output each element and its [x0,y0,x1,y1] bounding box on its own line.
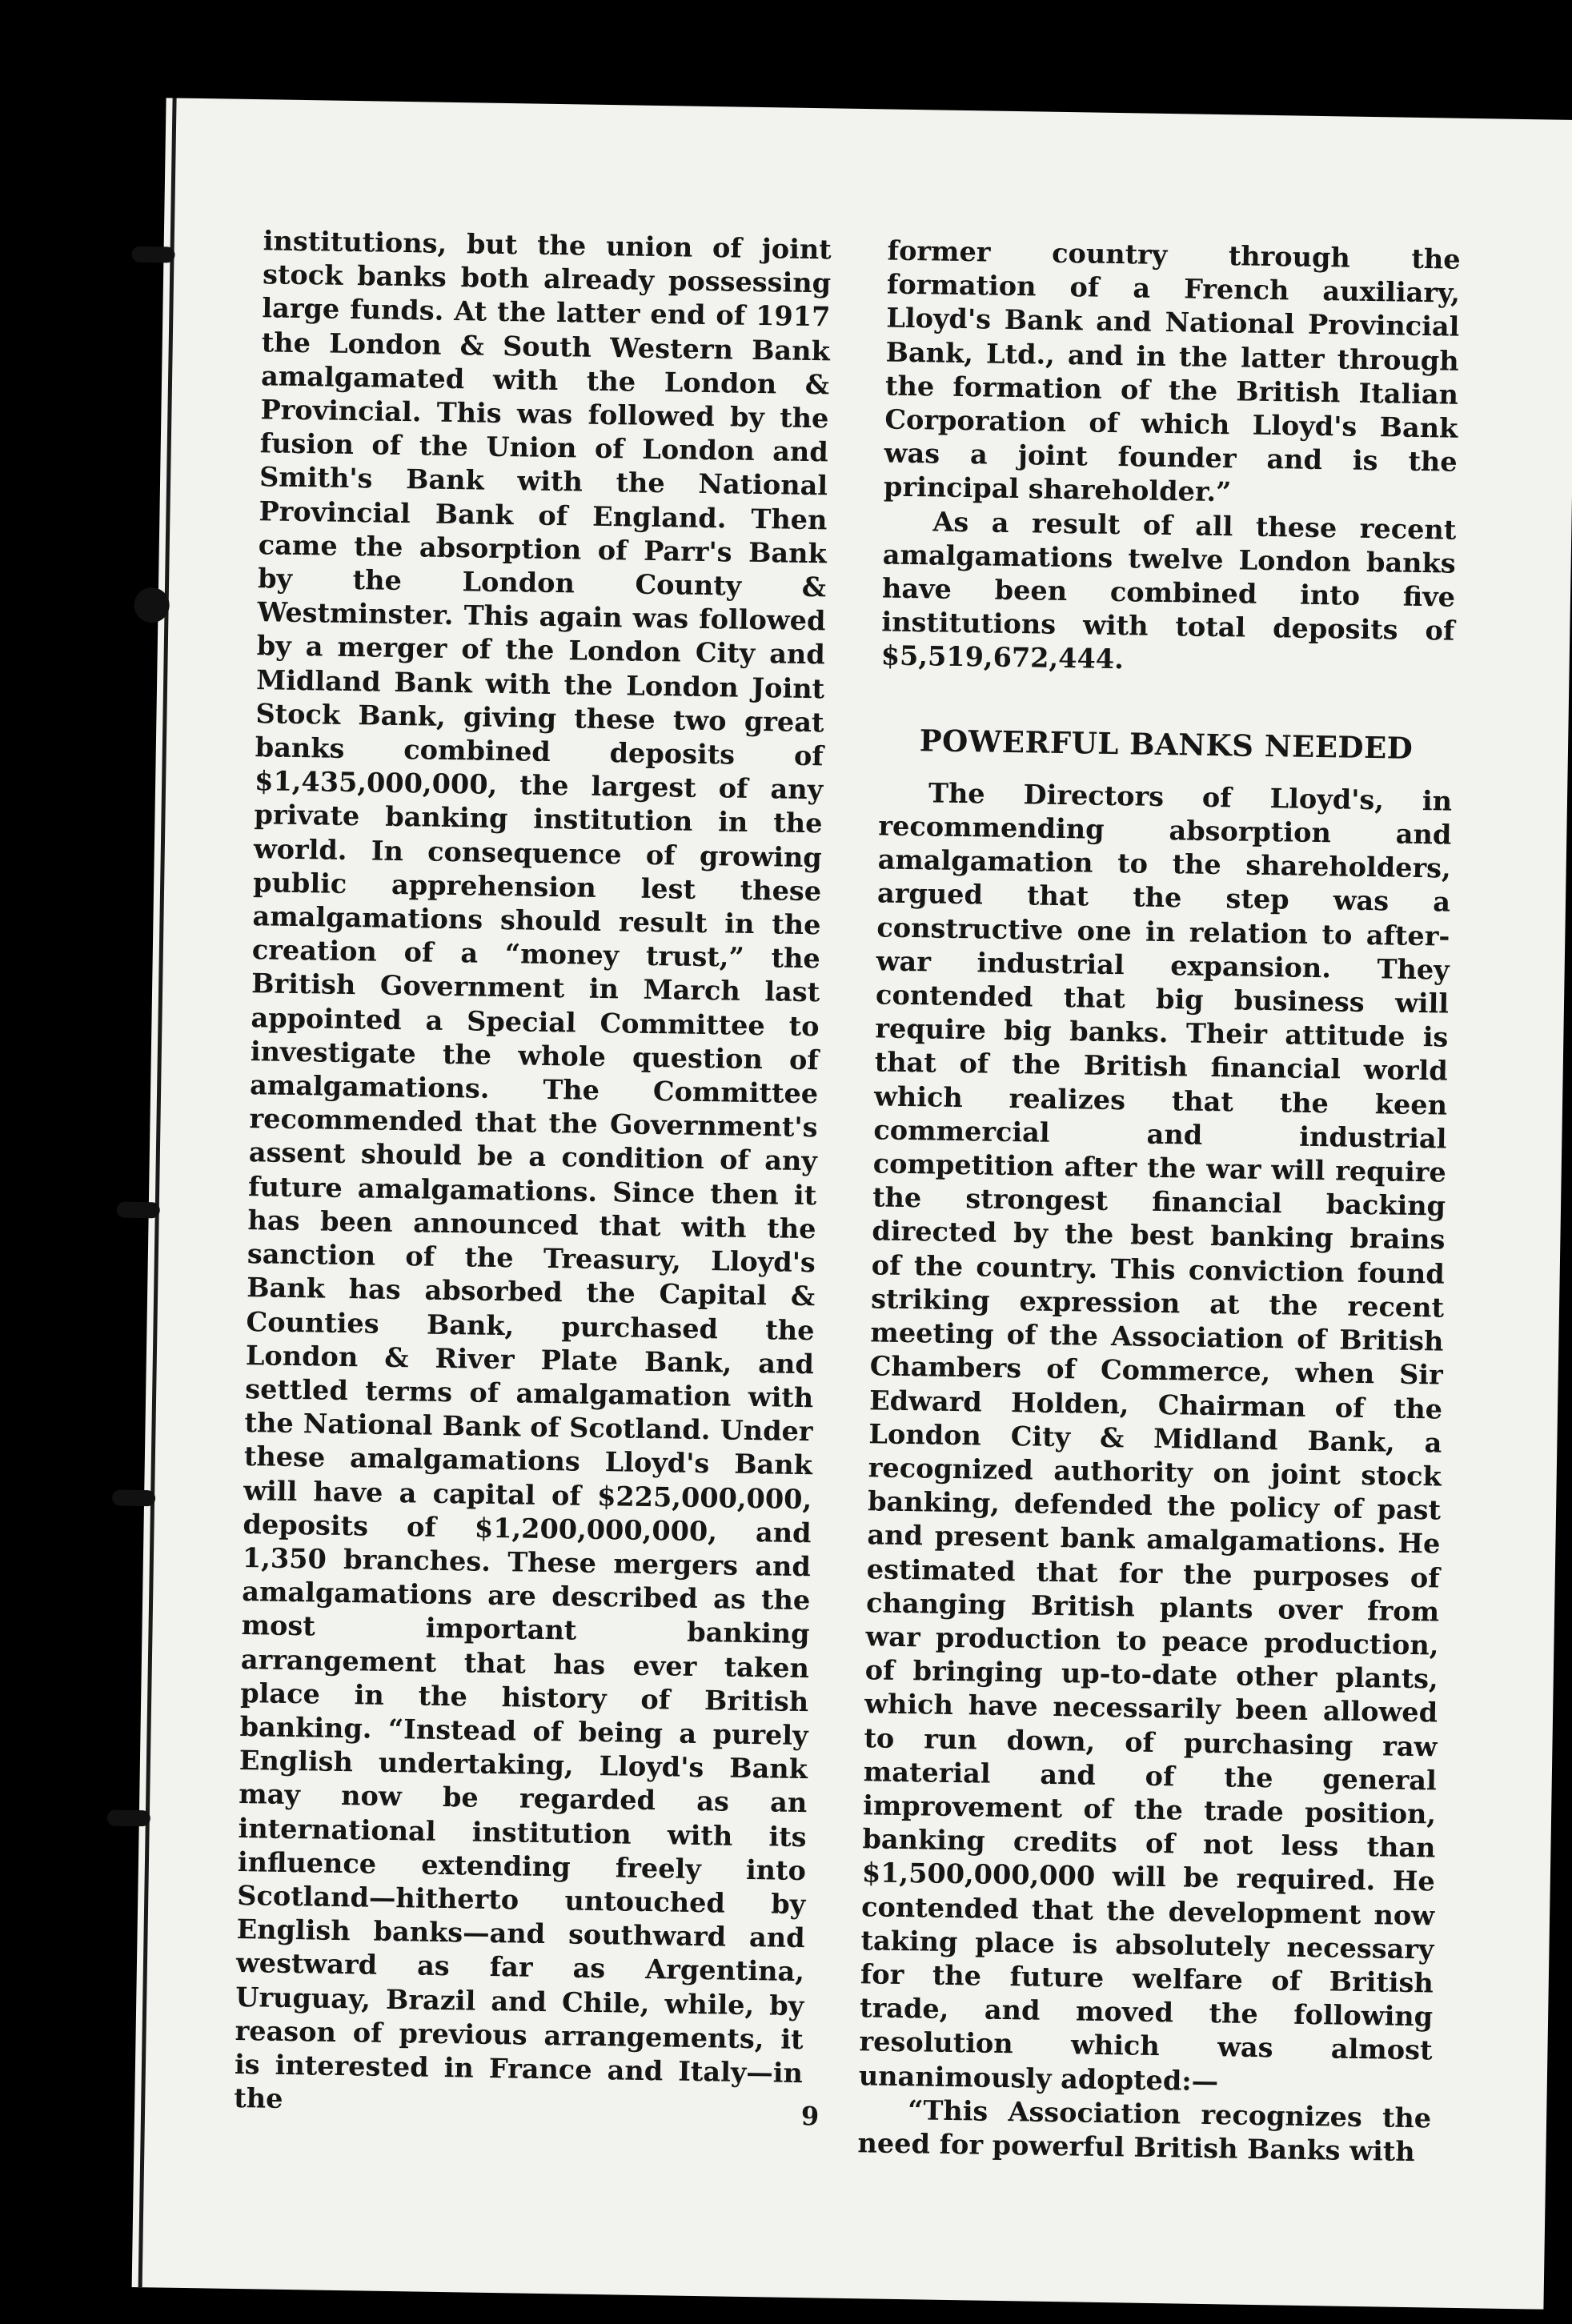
section-heading: POWERFUL BANKS NEEDED [919,722,1414,766]
right-column [857,234,1461,2169]
left-paragraph-1: institutions, but the union of joint stock banks both already possessing large funds. At the latter end of 1917 the London & South Western Bank amalgamated with the London & Provincial. This was followed by the fusion of the Union of London and Smith's Bank with the National Provincial Bank of England. Then came the absorption of Parr's Bank by the London County & Westminster. This again was followed by a merger of the London City and Midland Bank with the London Joint Stock Bank, giving these two great banks combined deposits of $1,435,000,000, the largest of any private banking institution in the world. In consequence of growing public apprehension lest these amalgamations should result in the creation of a “money trust,” the British Government in March last appointed a Special Committee to investigate the whole question of amalgamations. The Committee recommended that the Government's assent should be a condition of any future amalgamations. Since then it has been announced that with the sanction of the Treasury, Lloyd's Bank has absorbed the Capital & Counties Bank, purchased the London & River Plate Bank, and settled terms of amalgamation with the National Bank of Scotland. Under these amalgamations Lloyd's Bank will have a capital of $225,000,000, deposits of $1,200,000,000, and 1,350 branches. These mergers and amalgamations are described as the most important banking arrangement that has ever taken place in the history of British banking. “Instead of being a purely English undertaking, Lloyd's Bank may now be regarded as an international institution with its influence extending freely into Scotland—hitherto untouched by English banks—and southward and westward as far as Argentina, Uruguay, Brazil and Chile, while, by reason of previous arrangements, it is interested in France and Italy—in the [234,225,832,2115]
right-paragraph-2: As a result of all these recent amalgamations twelve London banks have been combined into five institutions with total deposits of $5,519,672,444. [880,506,1457,675]
binding-line [138,98,177,2287]
right-paragraph-1: former country through the formation of a French auxiliary, Lloyd's Bank and National Provincial Bank, Ltd., and in the latter through the formation of the British Italian Corporation of which Lloyd's Bank was a joint founder and is the principal shareholder.” [883,234,1461,508]
left-column [234,224,832,2124]
page-number: 9 [800,2101,820,2132]
document-page [132,98,1572,2309]
right-paragraph-3: The Directors of Lloyd's, in recommending absorption and amalgamation to the shareholders, argued that the step was a constructive one in relation to after-war industrial expansion. They contended that big business will require big banks. Their attitude is that of the British financial world which realizes that the keen commercial and industrial competition after the war will require the strongest financial backing directed by the best banking brains of the country. This conviction found striking expression at the recent meeting of the Association of British Chambers of Commerce, when Sir Edward Holden, Chairman of the London City & Midland Bank, a recognized authority on joint stock banking, defended the policy of past and present bank amalgamations. He estimated that for the purposes of changing British plants over from war production to peace production, of bringing up-to-date other plants, which have necessarily been allowed to run down, of purchasing raw material and of the general improvement of the trade position, banking credits of not less than $1,500,000,000 will be required. He contended that the development now taking place is absolutely necessary for the future welfare of British trade, and moved the following resolution which was almost unanimously adopted:— [858,777,1453,2097]
spine-mark [112,1489,155,1506]
spine-mark [117,1202,160,1219]
spine-mark [131,246,174,263]
spine-mark [107,1809,150,1826]
right-paragraph-4: “This Association recognizes the need for powerful British Banks with [857,2094,1432,2168]
